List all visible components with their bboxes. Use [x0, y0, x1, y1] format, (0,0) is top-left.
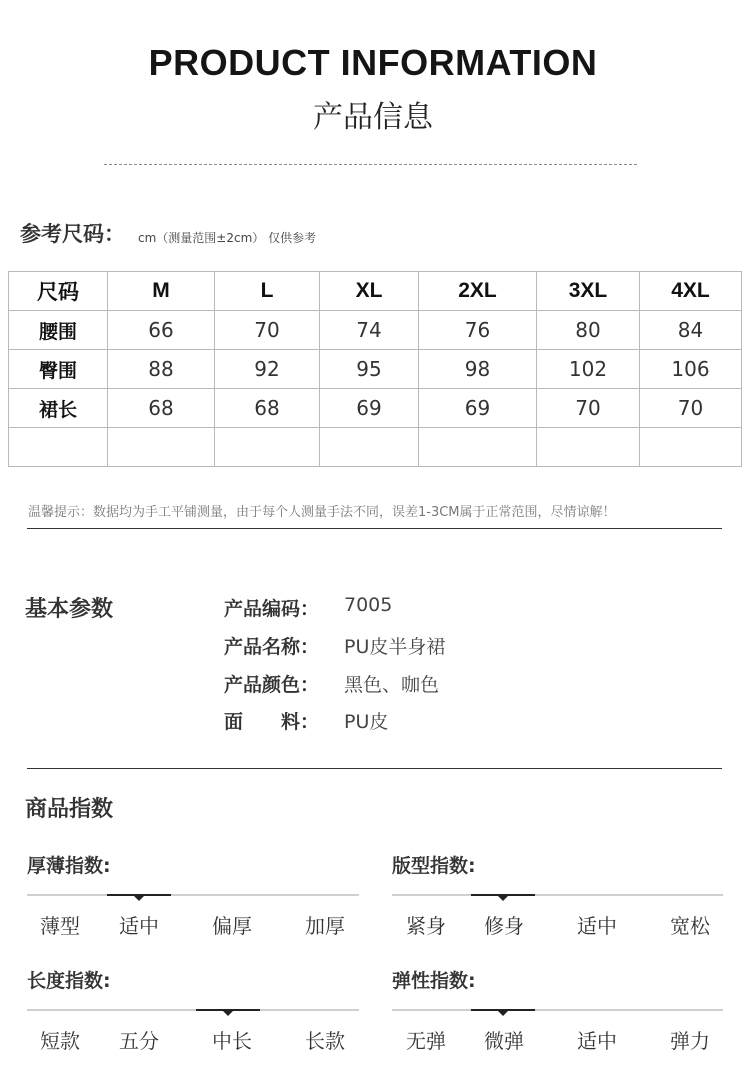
elasticity-index-label: 弹性指数: [392, 970, 476, 992]
length-option: 中长 [212, 1029, 252, 1053]
table-row [9, 311, 742, 350]
table-row [9, 389, 742, 428]
table-cell [640, 428, 742, 467]
table-cell: 腰围 [9, 311, 108, 350]
elasticity-option: 适中 [577, 1029, 617, 1053]
indices-title: 商品指数 [25, 797, 114, 822]
thickness-index-label: 厚薄指数: [27, 855, 111, 877]
fit-option: 适中 [577, 914, 617, 938]
length-scale-track [27, 1009, 359, 1011]
table-cell: 68 [108, 389, 215, 428]
measurement-tip: 温馨提示：数据均为手工平铺测量，由于每个人测量手法不同，误差1-3CM属于正常范围，尽情谅解！ [28, 505, 616, 520]
fit-option: 紧身 [406, 914, 446, 938]
table-row [9, 350, 742, 389]
table-cell: 68 [215, 389, 320, 428]
size-reference-title: 参考尺码： [20, 222, 125, 246]
elasticity-option: 无弹 [406, 1029, 446, 1053]
table-cell: 98 [419, 350, 537, 389]
param-value: PU皮 [344, 711, 389, 733]
elasticity-option: 弹力 [670, 1029, 710, 1053]
param-value: 7005 [344, 594, 393, 616]
elasticity-marker-triangle-icon [498, 1011, 508, 1016]
title-english: PRODUCT INFORMATION [148, 42, 598, 83]
table-header-row [9, 272, 742, 311]
table-cell: 69 [419, 389, 537, 428]
table-cell: 80 [537, 311, 640, 350]
table-header-cell: 3XL [537, 272, 640, 311]
table-cell: 102 [537, 350, 640, 389]
table-cell: 70 [640, 389, 742, 428]
thickness-option: 薄型 [40, 914, 80, 938]
param-value: 黑色、咖色 [344, 674, 440, 696]
fit-scale-track [392, 894, 723, 896]
table-cell: 70 [215, 311, 320, 350]
section-divider [27, 768, 722, 769]
fit-marker-triangle-icon [498, 896, 508, 901]
title-chinese: 产品信息 [313, 100, 433, 135]
table-cell [320, 428, 419, 467]
table-cell: 88 [108, 350, 215, 389]
table-cell [9, 428, 108, 467]
table-cell: 84 [640, 311, 742, 350]
param-key: 产品颜色： [224, 674, 320, 696]
length-index-label: 长度指数: [27, 970, 111, 992]
table-cell: 92 [215, 350, 320, 389]
table-header-cell: M [108, 272, 215, 311]
param-key: 产品编码： [224, 598, 320, 620]
param-key: 面 料： [224, 711, 320, 733]
table-cell [419, 428, 537, 467]
table-header-cell: XL [320, 272, 419, 311]
table-cell: 70 [537, 389, 640, 428]
table-cell: 臀围 [9, 350, 108, 389]
table-cell: 76 [419, 311, 537, 350]
table-header-cell: L [215, 272, 320, 311]
table-cell: 裙长 [9, 389, 108, 428]
size-reference-note: cm（测量范围±2cm） 仅供参考 [138, 231, 317, 245]
thickness-option: 加厚 [305, 914, 345, 938]
table-header-cell: 2XL [419, 272, 537, 311]
length-option: 五分 [119, 1029, 159, 1053]
table-cell: 74 [320, 311, 419, 350]
table-cell: 69 [320, 389, 419, 428]
table-cell [215, 428, 320, 467]
thickness-option: 适中 [119, 914, 159, 938]
table-cell: 66 [108, 311, 215, 350]
elasticity-option: 微弹 [484, 1029, 524, 1053]
table-cell [537, 428, 640, 467]
table-cell: 95 [320, 350, 419, 389]
length-option: 短款 [40, 1029, 80, 1053]
table-header-cell: 4XL [640, 272, 742, 311]
thickness-scale-track [27, 894, 359, 896]
basic-params-title: 基本参数 [25, 597, 114, 622]
fit-index-label: 版型指数: [392, 855, 476, 877]
table-row [9, 428, 742, 467]
dotted-divider [104, 164, 637, 165]
table-header-cell: 尺码 [9, 272, 108, 311]
table-cell: 106 [640, 350, 742, 389]
elasticity-scale-track [392, 1009, 723, 1011]
param-key: 产品名称： [224, 636, 320, 658]
length-option: 长款 [305, 1029, 345, 1053]
thickness-marker-triangle-icon [134, 896, 144, 901]
thickness-option: 偏厚 [212, 914, 252, 938]
length-marker-triangle-icon [223, 1011, 233, 1016]
fit-option: 宽松 [670, 914, 710, 938]
section-divider [27, 528, 722, 529]
table-cell [108, 428, 215, 467]
size-table [8, 271, 742, 467]
fit-option: 修身 [484, 914, 524, 938]
param-value: PU皮半身裙 [344, 636, 446, 658]
